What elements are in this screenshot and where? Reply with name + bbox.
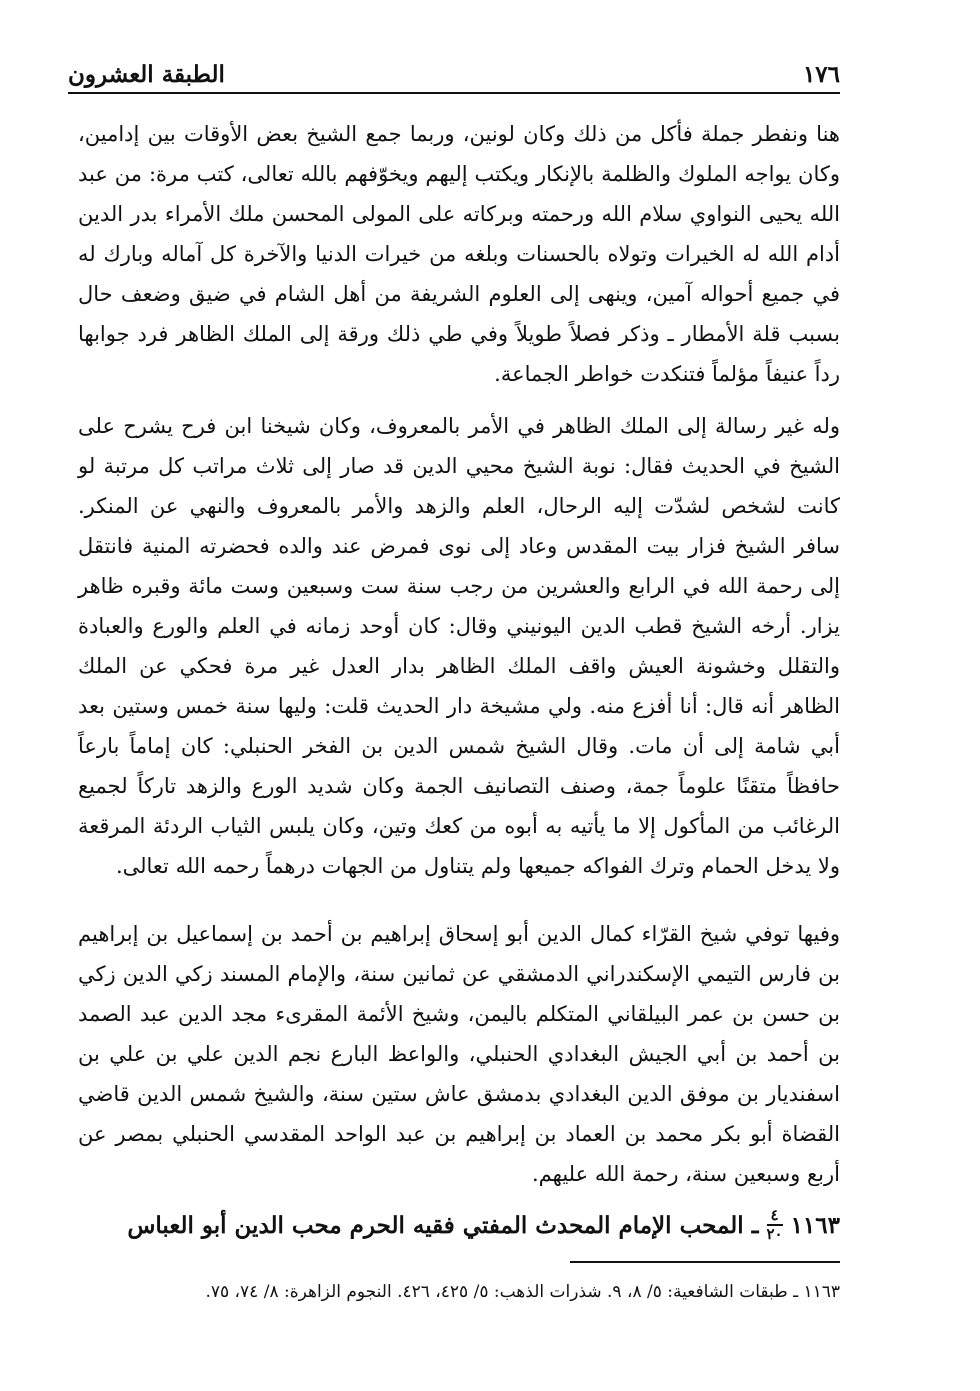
page-header [68,52,840,88]
entry-number: ١١٦٣ [790,1211,840,1239]
header-rule [68,92,840,94]
paragraph: وله غير رسالة إلى الملك الظاهر في الأمر بالمعروف، وكان شيخنا ابن فرح يشرح على الشيخ في الحديث فقال: نوبة الشيخ محيي الدين قد صار إلى ثلاث مراتب كل مرتبة لو كانت لشخص لشدّت إليه الرحال، العلم والزهد والأمر بالمعروف والنهي عن المنكر. سافر الشيخ فزار بيت المقدس وعاد إلى نوى فمرض عند والده فحضرته المنية فانتقل إلى رحمة الله في الرابع والعشرين من رجب سنة ست وسبعين وست مائة وقبره ظاهر يزار. أرخه الشيخ قطب الدين اليونيني وقال: كان أوحد زمانه في العلم والورع والعبادة والتقلل وخشونة العيش واقف الملك الظاهر بدار العدل غير مرة فحكي عن الملك الظاهر أنه قال: أنا أفزع منه. ولي مشيخة دار الحديث قلت: وليها سنة خمس وستين بعد أبي شامة إلى أن مات. وقال الشيخ شمس الدين بن الفخر الحنبلي: كان إماماً بارعاً حافظاً متقنًا علوماً جمة، وصنف التصانيف الجمة وكان شديد الورع والزهد تاركاً لجميع الرغائب من المأكول إلا ما يأتيه به أبوه من كعك وتين، وكان يلبس الثياب الردئة المرقعة ولا يدخل الحمام وترك الفواكه جميعها ولم يتناول من الجهات درهماً رحمه الله تعالى. [78,414,840,878]
paragraph: وفيها توفي شيخ القرّاء كمال الدين أبو إسحاق إبراهيم بن أحمد بن إسماعيل بن إبراهيم بن فارس التيمي الإسكندراني الدمشقي عن ثمانين سنة، والإمام المسند زكي الدين زكي بن حسن بن عمر البيلقاني المتكلم باليمن، وشيخ الأئمة المقرىء مجد الدين عبد الصمد بن أحمد بن أبي الجيش البغدادي الحنبلي، والواعظ البارع نجم الدين علي بن علي بن اسفنديار بن موفق الدين البغدادي بدمشق عاش ستين سنة، والشيخ شمس الدين قاضي القضاة أبو بكر محمد بن العماد بن إبراهيم بن عبد الواحد المقدسي الحنبلي بمصر عن أربع وسبعين سنة، رحمة الله عليهم. [78,922,840,1186]
running-title: الطبقة العشرون [68,61,225,88]
entry-fraction [766,1208,782,1242]
entry-title: ـ المحب الإمام المحدث المفتي فقيه الحرم محب الدين أبو العباس [127,1211,759,1239]
main-text [78,114,840,1194]
footnote-rule [570,1261,840,1263]
fraction-bottom: ٢٠ [766,1225,783,1243]
entry-heading [74,1200,840,1250]
footnote: ١١٦٣ ـ طبقات الشافعية: ٥/ ٨، ٩. شذرات الذهب: ٥/ ٤٢٥، ٤٢٦. النجوم الزاهرة: ٨/ ٧٤، ٧٥. [205,1282,840,1302]
paragraph: هنا ونفطر جملة فأكل من ذلك وكان لونين، وربما جمع الشيخ بعض الأوقات بين إدامين، وكان يواجه الملوك والظلمة بالإنكار ويكتب إليهم ويخوّفهم بالله تعالى، كتب مرة: من عبد الله يحيى النواوي سلام الله ورحمته وبركاته على المولى المحسن ملك الأمراء بدر الدين أدام الله له الخيرات وتولاه بالحسنات وبلغه من خيرات الدنيا والآخرة كل آماله وبارك له في جميع أحواله آمين، وينهى إلى العلوم الشريفة من أهل الشام في ضيق وضعف حال بسبب قلة الأمطار ـ وذكر فصلاً طويلاً وفي طي ذلك ورقة إلى الملك الظاهر فرد جوابها رداً عنيفاً مؤلماً فتنكدت خواطر الجماعة. [78,122,841,386]
page-number: ١٧٦ [802,61,840,88]
fraction-top: ٤ [770,1206,779,1224]
